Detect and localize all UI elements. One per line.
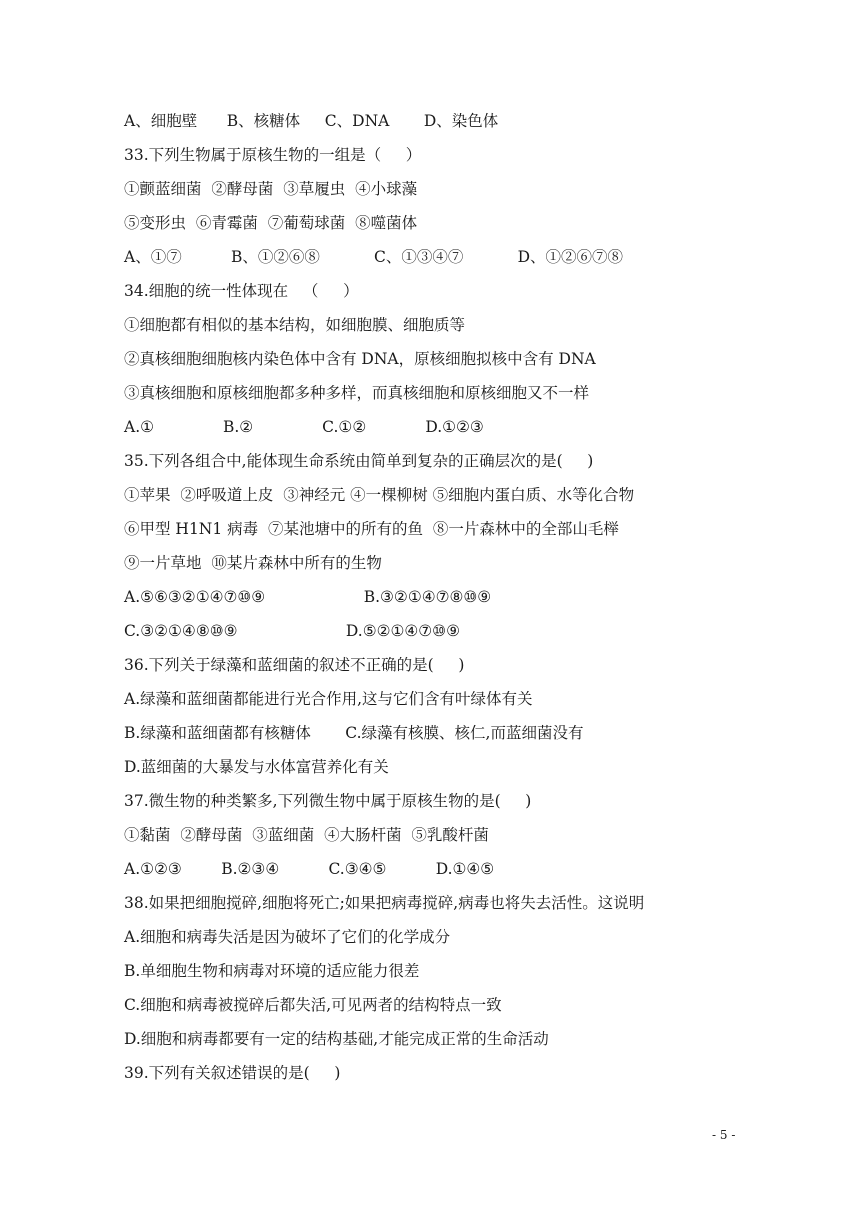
q38-option-c: C.细胞和病毒被搅碎后都失活,可见两者的结构特点一致: [124, 996, 502, 1014]
q33-items-1: ①颤蓝细菌 ②酵母菌 ③草履虫 ④小球藻: [124, 180, 418, 198]
page-number: - 5 -: [712, 1128, 736, 1142]
q38-stem: 38.如果把细胞搅碎,细胞将死亡;如果把病毒搅碎,病毒也将失去活性。这说明: [124, 894, 645, 912]
q38-option-a: A.细胞和病毒失活是因为破坏了它们的化学成分: [124, 928, 451, 946]
q32-options: A、细胞壁 B、核糖体 C、DNA D、染色体: [124, 112, 499, 130]
q34-stem: 34.细胞的统一性体现在 （ ）: [124, 282, 359, 300]
q39-stem: 39.下列有关叙述错误的是( ): [124, 1064, 341, 1082]
q38-option-b: B.单细胞生物和病毒对环境的适应能力很差: [124, 962, 420, 980]
q34-options: A.① B.② C.①② D.①②③: [124, 418, 484, 436]
q37-stem: 37.微生物的种类繁多,下列微生物中属于原核生物的是( ): [124, 792, 532, 810]
q34-statement-2: ②真核细胞细胞核内染色体中含有 DNA，原核细胞拟核中含有 DNA: [124, 350, 596, 368]
q34-statement-3: ③真核细胞和原核细胞都多种多样，而真核细胞和原核细胞又不一样: [124, 384, 590, 402]
q33-stem: 33.下列生物属于原核生物的一组是（ ）: [124, 146, 422, 164]
q36-option-a: A.绿藻和蓝细菌都能进行光合作用,这与它们含有叶绿体有关: [124, 690, 533, 708]
q37-items: ①黏菌 ②酵母菌 ③蓝细菌 ④大肠杆菌 ⑤乳酸杆菌: [124, 826, 489, 844]
q35-items-3: ⑨一片草地 ⑩某片森林中所有的生物: [124, 554, 382, 572]
q36-stem: 36.下列关于绿藻和蓝细菌的叙述不正确的是( ): [124, 656, 465, 674]
q36-option-d: D.蓝细菌的大暴发与水体富营养化有关: [124, 758, 389, 776]
q35-stem: 35.下列各组合中,能体现生命系统由简单到复杂的正确层次的是( ): [124, 452, 594, 470]
q34-statement-1: ①细胞都有相似的基本结构，如细胞膜、细胞质等: [124, 316, 466, 334]
q33-items-2: ⑤变形虫 ⑥青霉菌 ⑦葡萄球菌 ⑧噬菌体: [124, 214, 418, 232]
q38-option-d: D.细胞和病毒都要有一定的结构基础,才能完成正常的生命活动: [124, 1030, 549, 1048]
q37-options: A.①②③ B.②③④ C.③④⑤ D.①④⑤: [124, 860, 495, 878]
q35-items-2: ⑥甲型 H1N1 病毒 ⑦某池塘中的所有的鱼 ⑧一片森林中的全部山毛榉: [124, 520, 619, 538]
q35-items-1: ①苹果 ②呼吸道上皮 ③神经元 ④一棵柳树 ⑤细胞内蛋白质、水等化合物: [124, 486, 635, 504]
q35-options-cd: C.③②①④⑧⑩⑨ D.⑤②①④⑦⑩⑨: [124, 622, 460, 640]
q33-options: A、①⑦ B、①②⑥⑧ C、①③④⑦ D、①②⑥⑦⑧: [124, 248, 624, 266]
q36-options-bc: B.绿藻和蓝细菌都有核糖体 C.绿藻有核膜、核仁,而蓝细菌没有: [124, 724, 584, 742]
q35-options-ab: A.⑤⑥③②①④⑦⑩⑨ B.③②①④⑦⑧⑩⑨: [124, 588, 492, 606]
